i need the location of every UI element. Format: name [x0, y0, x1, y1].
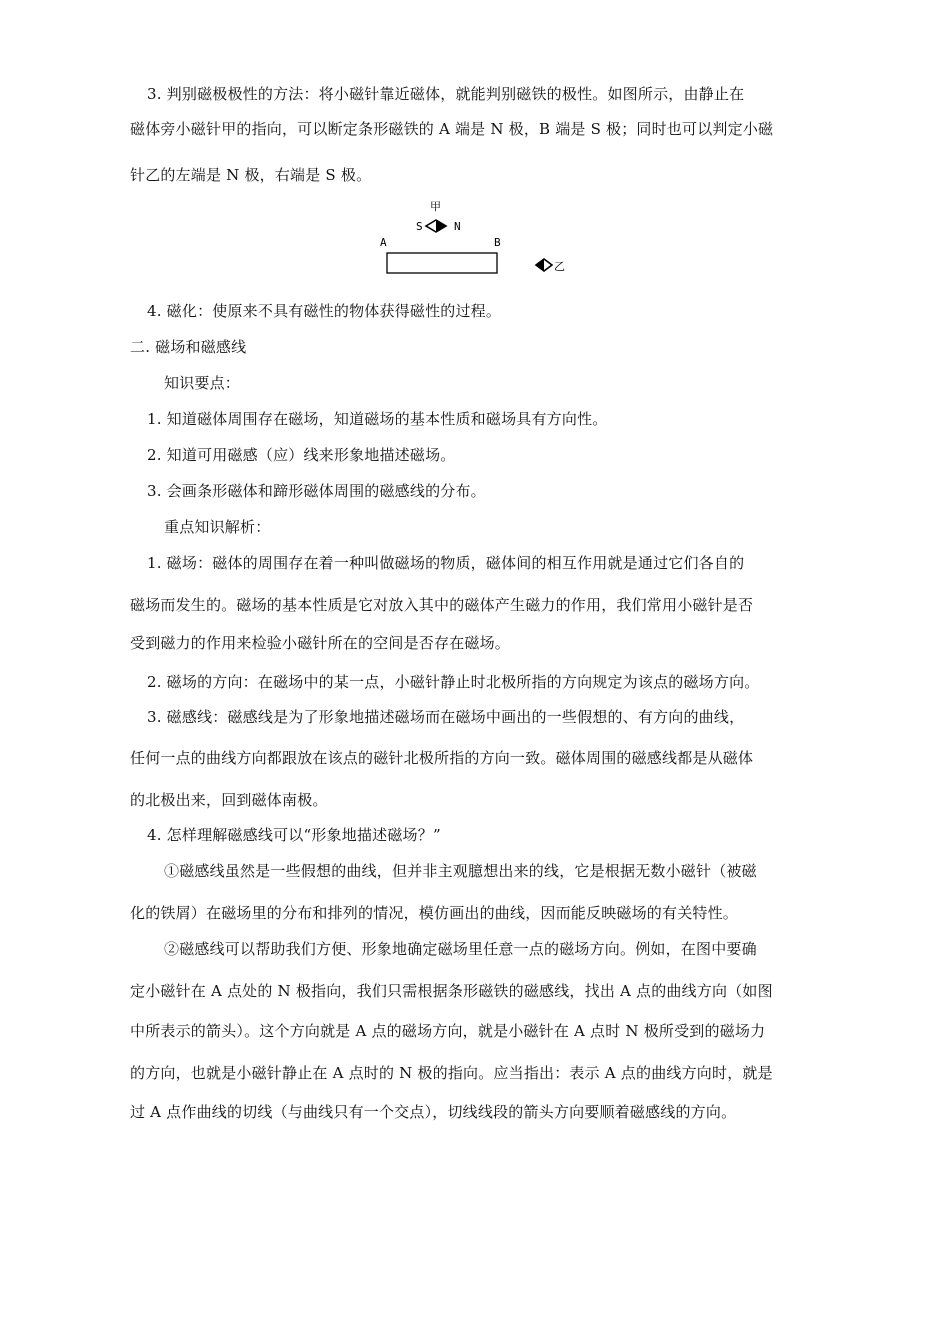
magnet-end-a-label: A: [380, 236, 387, 249]
key-points-title: 知识要点：: [164, 374, 241, 392]
comment-2-line-4: 的方向，也就是小磁针静止在 A 点时的 N 极的指向。应当指出：表示 A 点的曲线方向时，就是: [130, 1064, 773, 1082]
comment-2-line-5: 过 A 点作曲线的切线（与曲线只有一个交点），切线线段的箭头方向要顺着磁感线的方向。: [130, 1103, 737, 1121]
paragraph-3-line-2: 磁体旁小磁针甲的指向，可以断定条形磁铁的 A 端是 N 极，B 端是 S 极；同时也可以判定小磁: [130, 120, 774, 138]
analysis-3-line-2: 任何一点的曲线方向都跟放在该点的磁针北极所指的方向一致。磁体周围的磁感线都是从磁体: [130, 749, 754, 767]
analysis-title: 重点知识解析：: [164, 518, 271, 536]
paragraph-3-line-1: 3. 判别磁极极性的方法：将小磁针靠近磁体，就能判别磁铁的极性。如图所示，由静止在: [147, 85, 745, 103]
analysis-1-line-3: 受到磁力的作用来检验小磁针所在的空间是否存在磁场。: [130, 634, 511, 652]
comment-1-line-1: ①磁感线虽然是一些假想的曲线，但并非主观臆想出来的线，它是根据无数小磁针（被磁: [164, 862, 757, 880]
comment-2-line-3: 中所表示的箭头）。这个方向就是 A 点的磁场方向，就是小磁针在 A 点时 N 极所受到的磁场力: [130, 1022, 766, 1040]
paragraph-3-line-3: 针乙的左端是 N 极，右端是 S 极。: [130, 166, 372, 184]
analysis-3-line-1: 3. 磁感线：磁感线是为了形象地描述磁场而在磁场中画出的一些假想的、有方向的曲线，: [147, 708, 745, 726]
comment-2-line-2: 定小磁针在 A 点处的 N 极指向，我们只需根据条形磁铁的磁感线，找出 A 点的曲线方向（如图: [130, 982, 773, 1000]
analysis-1-line-1: 1. 磁场：磁体的周围存在着一种叫做磁场的物质，磁体间的相互作用就是通过它们各自的: [147, 554, 745, 572]
section-2-title: 二. 磁场和磁感线: [130, 338, 247, 356]
analysis-2: 2. 磁场的方向：在磁场中的某一点，小磁针静止时北极所指的方向规定为该点的磁场方向。: [147, 673, 760, 691]
analysis-4: 4. 怎样理解磁感线可以“形象地描述磁场？”: [147, 826, 441, 844]
needle-jia-s-label: S: [416, 220, 423, 233]
analysis-1-line-2: 磁场而发生的。磁场的基本性质是它对放入其中的磁体产生磁力的作用，我们常用小磁针是否: [130, 596, 754, 614]
comment-2-line-1: ②磁感线可以帮助我们方便、形象地确定磁场里任意一点的磁场方向。例如，在图中要确: [164, 940, 757, 958]
key-point-3: 3. 会画条形磁体和蹄形磁体周围的磁感线的分布。: [147, 482, 486, 500]
key-point-2: 2. 知道可用磁感（应）线来形象地描述磁场。: [147, 446, 456, 464]
needle-jia-label: 甲: [430, 200, 441, 213]
bar-magnet: [387, 253, 497, 273]
needle-jia-icon: [426, 220, 446, 232]
paragraph-4: 4. 磁化：使原来不具有磁性的物体获得磁性的过程。: [147, 302, 502, 320]
needle-yi-label: 乙: [554, 260, 565, 273]
needle-jia-n-label: N: [454, 220, 461, 233]
analysis-3-line-3: 的北极出来，回到磁体南极。: [130, 791, 328, 809]
magnet-figure: [370, 198, 590, 280]
magnet-end-b-label: B: [494, 236, 501, 249]
key-point-1: 1. 知道磁体周围存在磁场，知道磁场的基本性质和磁场具有方向性。: [147, 410, 608, 428]
needle-yi-icon: [536, 259, 552, 271]
comment-1-line-2: 化的铁屑）在磁场里的分布和排列的情况，模仿画出的曲线，因而能反映磁场的有关特性。: [130, 904, 739, 922]
